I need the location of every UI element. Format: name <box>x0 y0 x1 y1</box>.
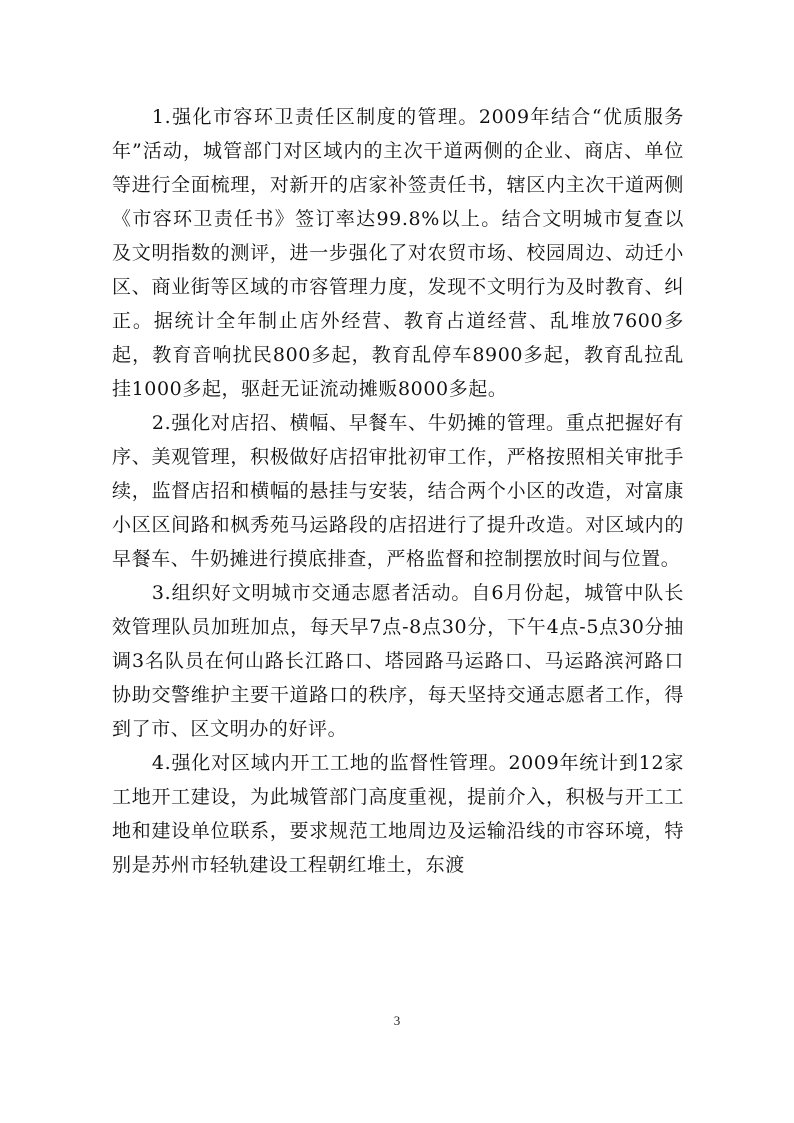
paragraph-1: 1.强化市容环卫责任区制度的管理。2009年结合“优质服务年”活动，城管部门对区域内的主次干道两侧的企业、商店、单位等进行全面梳理，对新开的店家补签责任书，辖区内主次干道两侧《市容环卫责任书》签订率达99.8%以上。结合文明城市复查以及文明指数的测评，进一步强化了对农贸市场、校园周边、动迁小区、商业街等区域的市容管理力度，发现不文明行为及时教育、纠正。据统计全年制止店外经营、教育占道经营、乱堆放7600多起，教育音响扰民800多起，教育乱停车8900多起，教育乱拉乱挂1000多起，驱赶无证流动摊贩8000多起。 <box>112 106 684 400</box>
body-text <box>112 100 684 882</box>
paragraph-3: 3.组织好文明城市交通志愿者活动。自6月份起，城管中队长效管理队员加班加点，每天早7点-8点30分，下午4点-5点30分抽调3名队员在何山路长江路口、塔园路马运路口、马运路滨河路口协助交警维护主要干道路口的秩序，每天坚持交通志愿者工作，得到了市、区文明办的好评。 <box>112 582 684 740</box>
page-number: 3 <box>393 1013 401 1028</box>
paragraph-2: 2.强化对店招、横幅、早餐车、牛奶摊的管理。重点把握好有序、美观管理，积极做好店招审批初审工作，严格按照相关审批手续，监督店招和横幅的悬挂与安装，结合两个小区的改造，对富康小区区间路和枫秀苑马运路段的店招进行了提升改造。对区域内的早餐车、牛奶摊进行摸底排查，严格监督和控制摆放时间与位置。 <box>112 412 684 570</box>
paragraph-4: 4.强化对区域内开工工地的监督性管理。2009年统计到12家工地开工建设，为此城管部门高度重视，提前介入，积极与开工工地和建设单位联系，要求规范工地周边及运输沿线的市容环境，特别是苏州市轻轨建设工程朝红堆土，东渡 <box>112 752 684 876</box>
